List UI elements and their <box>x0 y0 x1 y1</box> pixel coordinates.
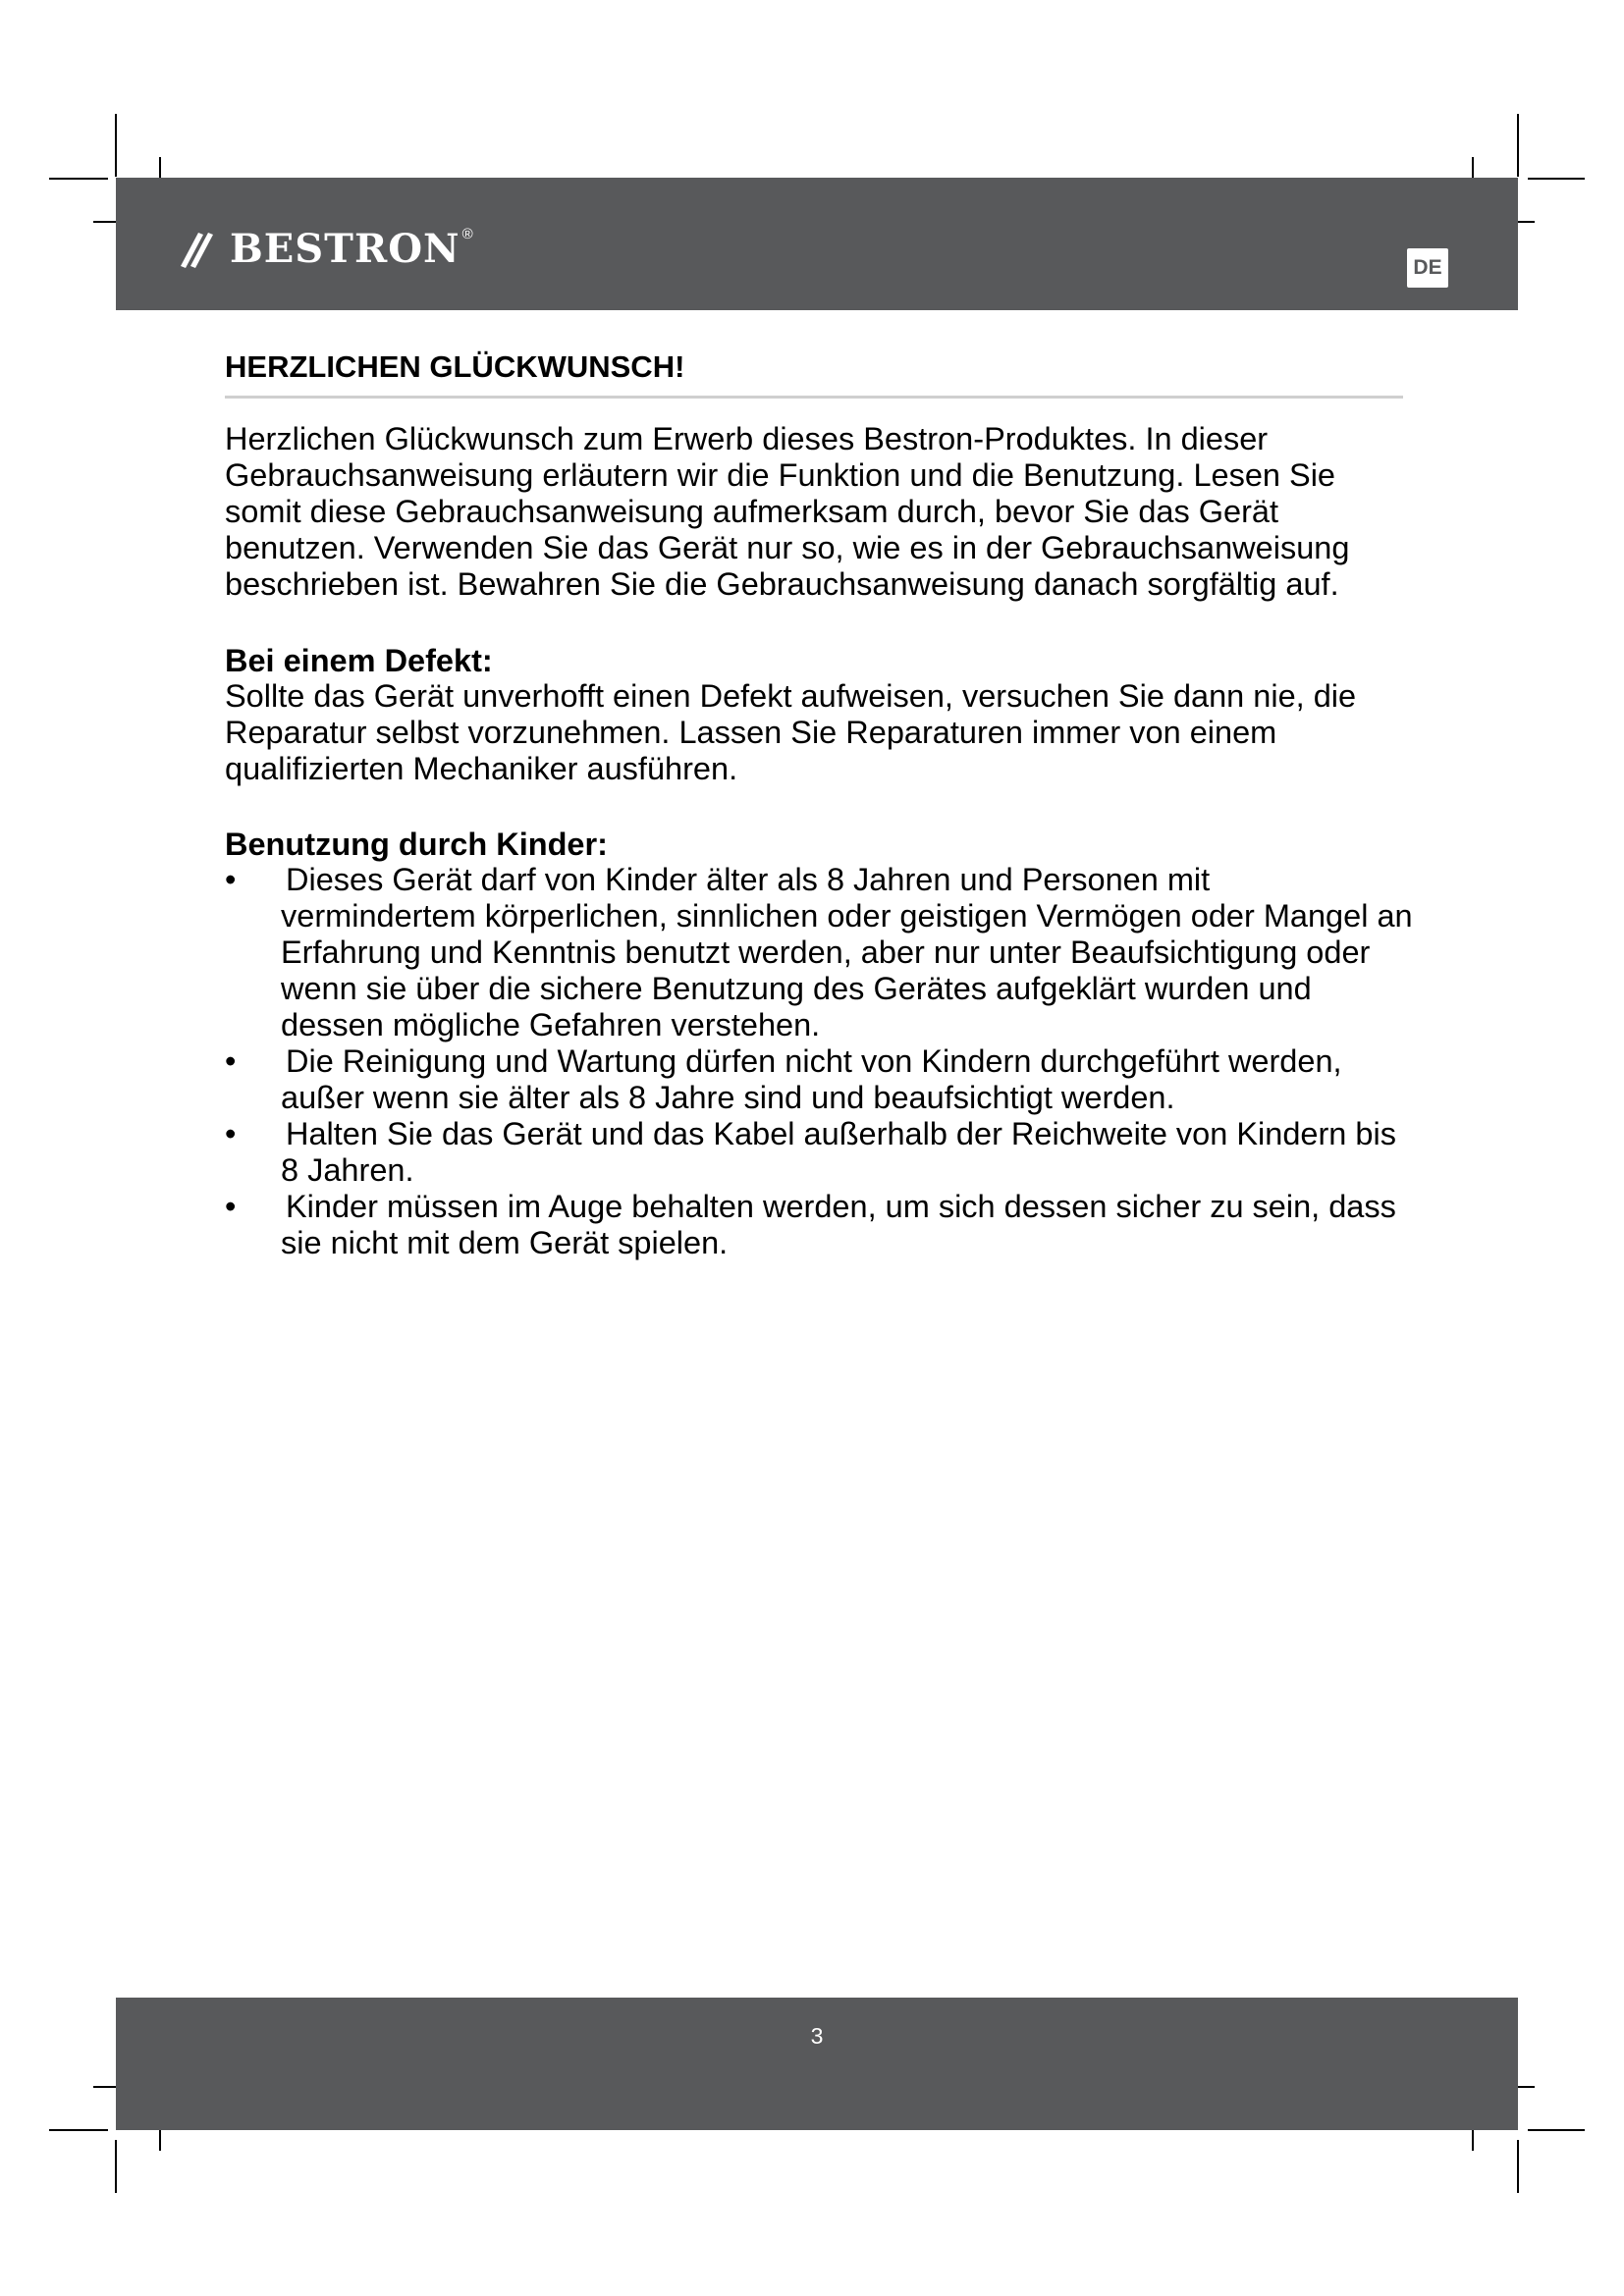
page-number: 3 <box>810 2023 824 2049</box>
language-badge: DE <box>1407 248 1448 288</box>
crop-mark <box>49 2129 108 2131</box>
children-bullet-list <box>225 862 1413 1261</box>
list-item <box>225 862 1413 1043</box>
chevron-logo-icon <box>179 227 222 272</box>
list-item-text: Die Reinigung und Wartung dürfen nicht von Kindern durchgeführt werden, außer wenn sie älter als 8 Jahre sind und beaufsichtigt werden. <box>281 1043 1342 1115</box>
list-item <box>225 1043 1413 1116</box>
page-title: HERZLICHEN GLÜCKWUNSCH! <box>225 348 1403 399</box>
list-item-text: Dieses Gerät darf von Kinder älter als 8 Jahren und Personen mit vermindertem körperlichen, sinnlichen oder geistigen Vermögen oder Mangel an Erfahrung und Kenntnis benutzt werden, aber nur unter Beaufsichtigung oder wenn sie über die sichere Benutzung des Gerätes aufgeklärt wurden und dessen mögliche Gefahren verstehen. <box>281 862 1413 1042</box>
header-bar <box>116 178 1518 310</box>
main-content <box>225 348 1413 1261</box>
defect-heading: Bei einem Defekt: <box>225 643 493 678</box>
brand-logo <box>179 220 473 279</box>
children-heading: Benutzung durch Kinder: <box>225 827 608 862</box>
list-item-text: Kinder müssen im Auge behalten werden, um sich dessen sicher zu sein, dass sie nicht mit dem Gerät spielen. <box>281 1189 1396 1260</box>
crop-mark <box>115 2140 117 2193</box>
list-item <box>225 1116 1413 1189</box>
crop-mark <box>115 114 117 177</box>
crop-mark <box>1528 2129 1585 2131</box>
brand-wordmark: BESTRON <box>230 226 460 272</box>
crop-mark <box>1517 114 1519 177</box>
defect-paragraph: Sollte das Gerät unverhofft einen Defekt aufweisen, versuchen Sie dann nie, die Reparatur selbst vorzunehmen. Lassen Sie Reparaturen immer von einem qualifizierten Mechaniker ausführen. <box>225 678 1357 786</box>
bullet-icon: • <box>225 1189 237 1224</box>
crop-mark <box>1517 2140 1519 2193</box>
list-item <box>225 1189 1413 1261</box>
crop-mark <box>1528 178 1585 180</box>
bullet-icon: • <box>225 1043 237 1079</box>
bullet-icon: • <box>225 862 237 897</box>
intro-paragraph: Herzlichen Glückwunsch zum Erwerb dieses Bestron-Produktes. In dieser Gebrauchsanweisung erläutern wir die Funktion und die Benutzung. Lesen Sie somit diese Gebrauchsanweisung aufmerksam durch, bevor Sie das Gerät benutzen. Verwenden Sie das Gerät nur so, wie es in der Gebrauchsanweisung beschrieben ist. Bewahren Sie die Gebrauchsanweisung danach sorgfältig auf. <box>225 421 1350 602</box>
bullet-icon: • <box>225 1116 237 1151</box>
footer-bar <box>116 1998 1518 2130</box>
crop-mark <box>49 178 108 180</box>
list-item-text: Halten Sie das Gerät und das Kabel außerhalb der Reichweite von Kindern bis 8 Jahren. <box>281 1116 1396 1188</box>
registered-mark: ® <box>461 226 473 242</box>
